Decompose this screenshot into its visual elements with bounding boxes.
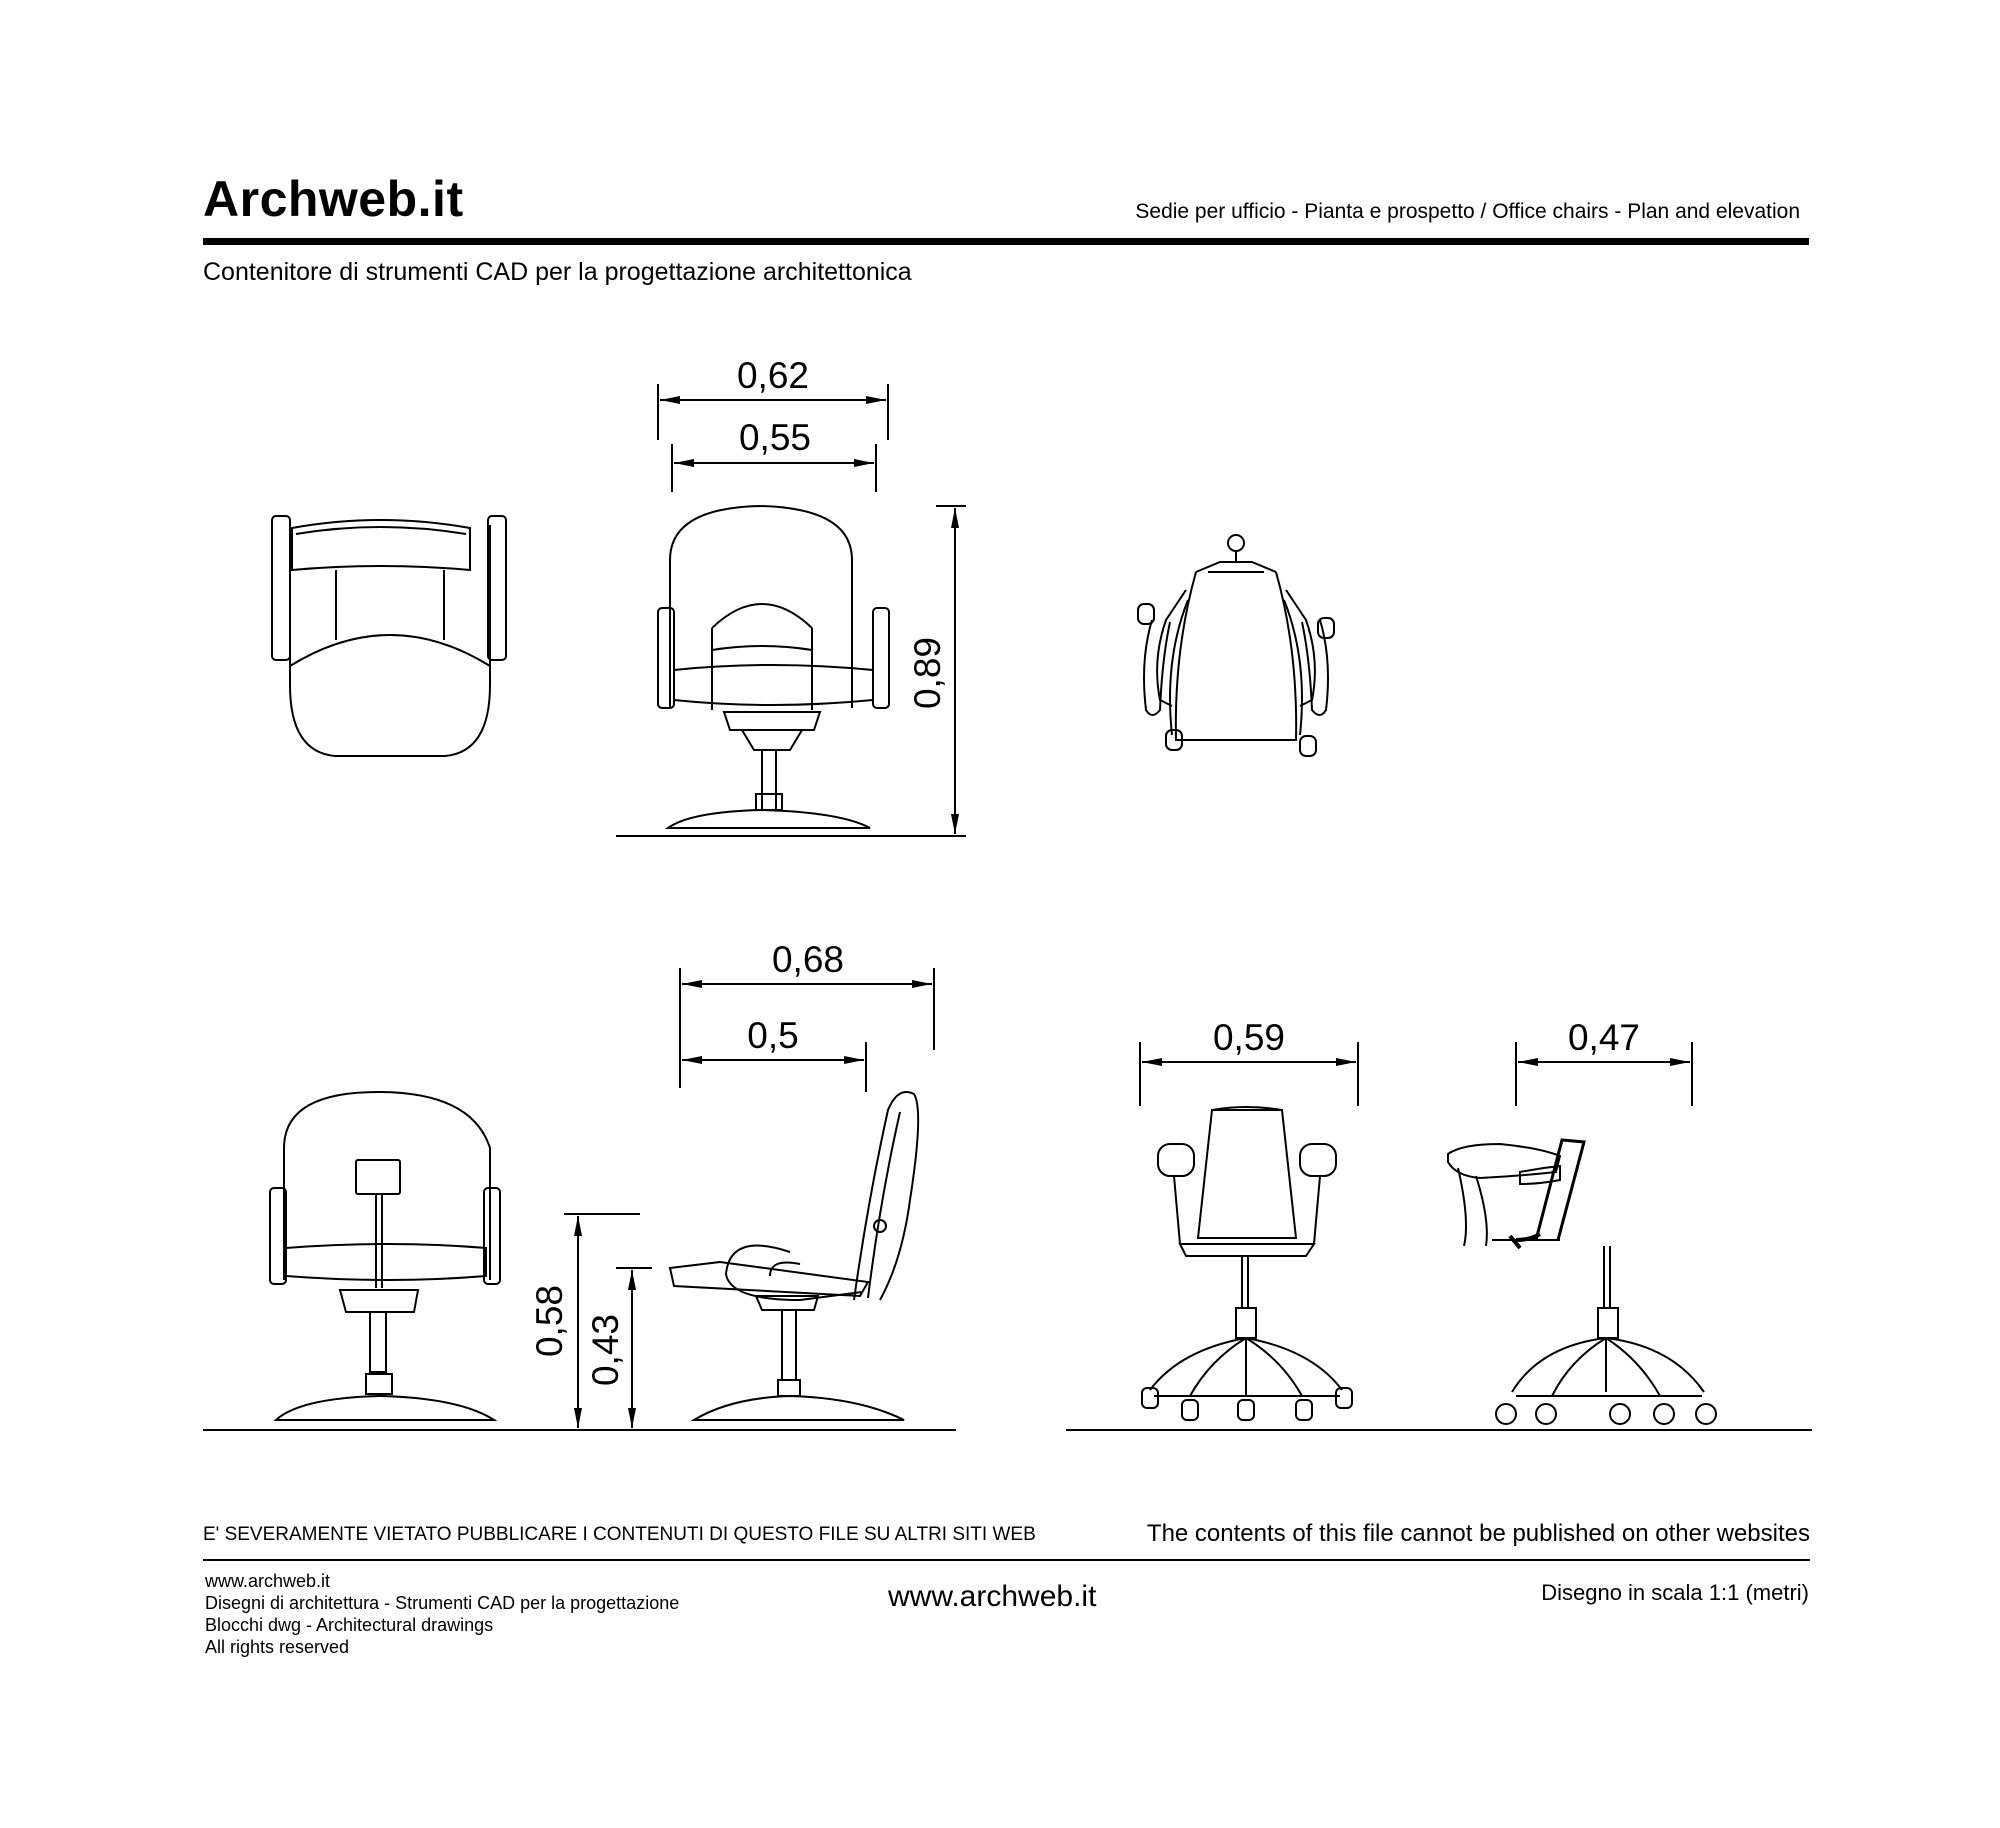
footer-credit-line: www.archweb.it xyxy=(205,1571,331,1591)
chair-side-view xyxy=(670,1092,918,1420)
dim-label-062: 0,62 xyxy=(736,355,810,396)
dim-label-05: 0,5 xyxy=(747,1015,799,1056)
task-chair-plan-view xyxy=(1138,535,1334,756)
dim-label-089: 0,89 xyxy=(907,636,948,710)
drawing-scale-note: Disegno in scala 1:1 (metri) xyxy=(1541,1580,1809,1605)
brand-logo-text: Archweb.it xyxy=(203,171,464,227)
chair-rear-view xyxy=(270,1092,500,1420)
footer-rule xyxy=(203,1559,1810,1561)
copyright-warning-english: The contents of this file cannot be published on other websites xyxy=(1146,1520,1810,1547)
copyright-warning-italian: E' SEVERAMENTE VIETATO PUBBLICARE I CONTENUTI DI QUESTO FILE SU ALTRI SITI WEB xyxy=(203,1524,1036,1545)
footer-credit-line: Blocchi dwg - Architectural drawings xyxy=(205,1615,494,1635)
dim-label-055: 0,55 xyxy=(738,417,812,458)
chair-plan-view xyxy=(272,516,506,756)
footer-credits xyxy=(205,1570,679,1658)
dim-label-043: 0,43 xyxy=(585,1313,626,1387)
footer-credit-line: All rights reserved xyxy=(205,1637,350,1657)
tagline: Contenitore di strumenti CAD per la progettazione architettonica xyxy=(203,258,912,286)
dim-label-068: 0,68 xyxy=(771,939,845,980)
sheet-title: Sedie per ufficio - Pianta e prospetto / Office chairs - Plan and elevation xyxy=(1135,200,1800,223)
footer-credit-line: Disegni di architettura - Strumenti CAD per la progettazione xyxy=(205,1593,680,1613)
task-chair-front-view xyxy=(1142,1107,1352,1420)
task-chair-side-view xyxy=(1448,1140,1716,1424)
dim-label-058: 0,58 xyxy=(529,1284,570,1358)
dim-label-059: 0,59 xyxy=(1212,1017,1286,1058)
footer-website-url: www.archweb.it xyxy=(888,1580,1097,1613)
dim-label-047: 0,47 xyxy=(1567,1017,1641,1058)
